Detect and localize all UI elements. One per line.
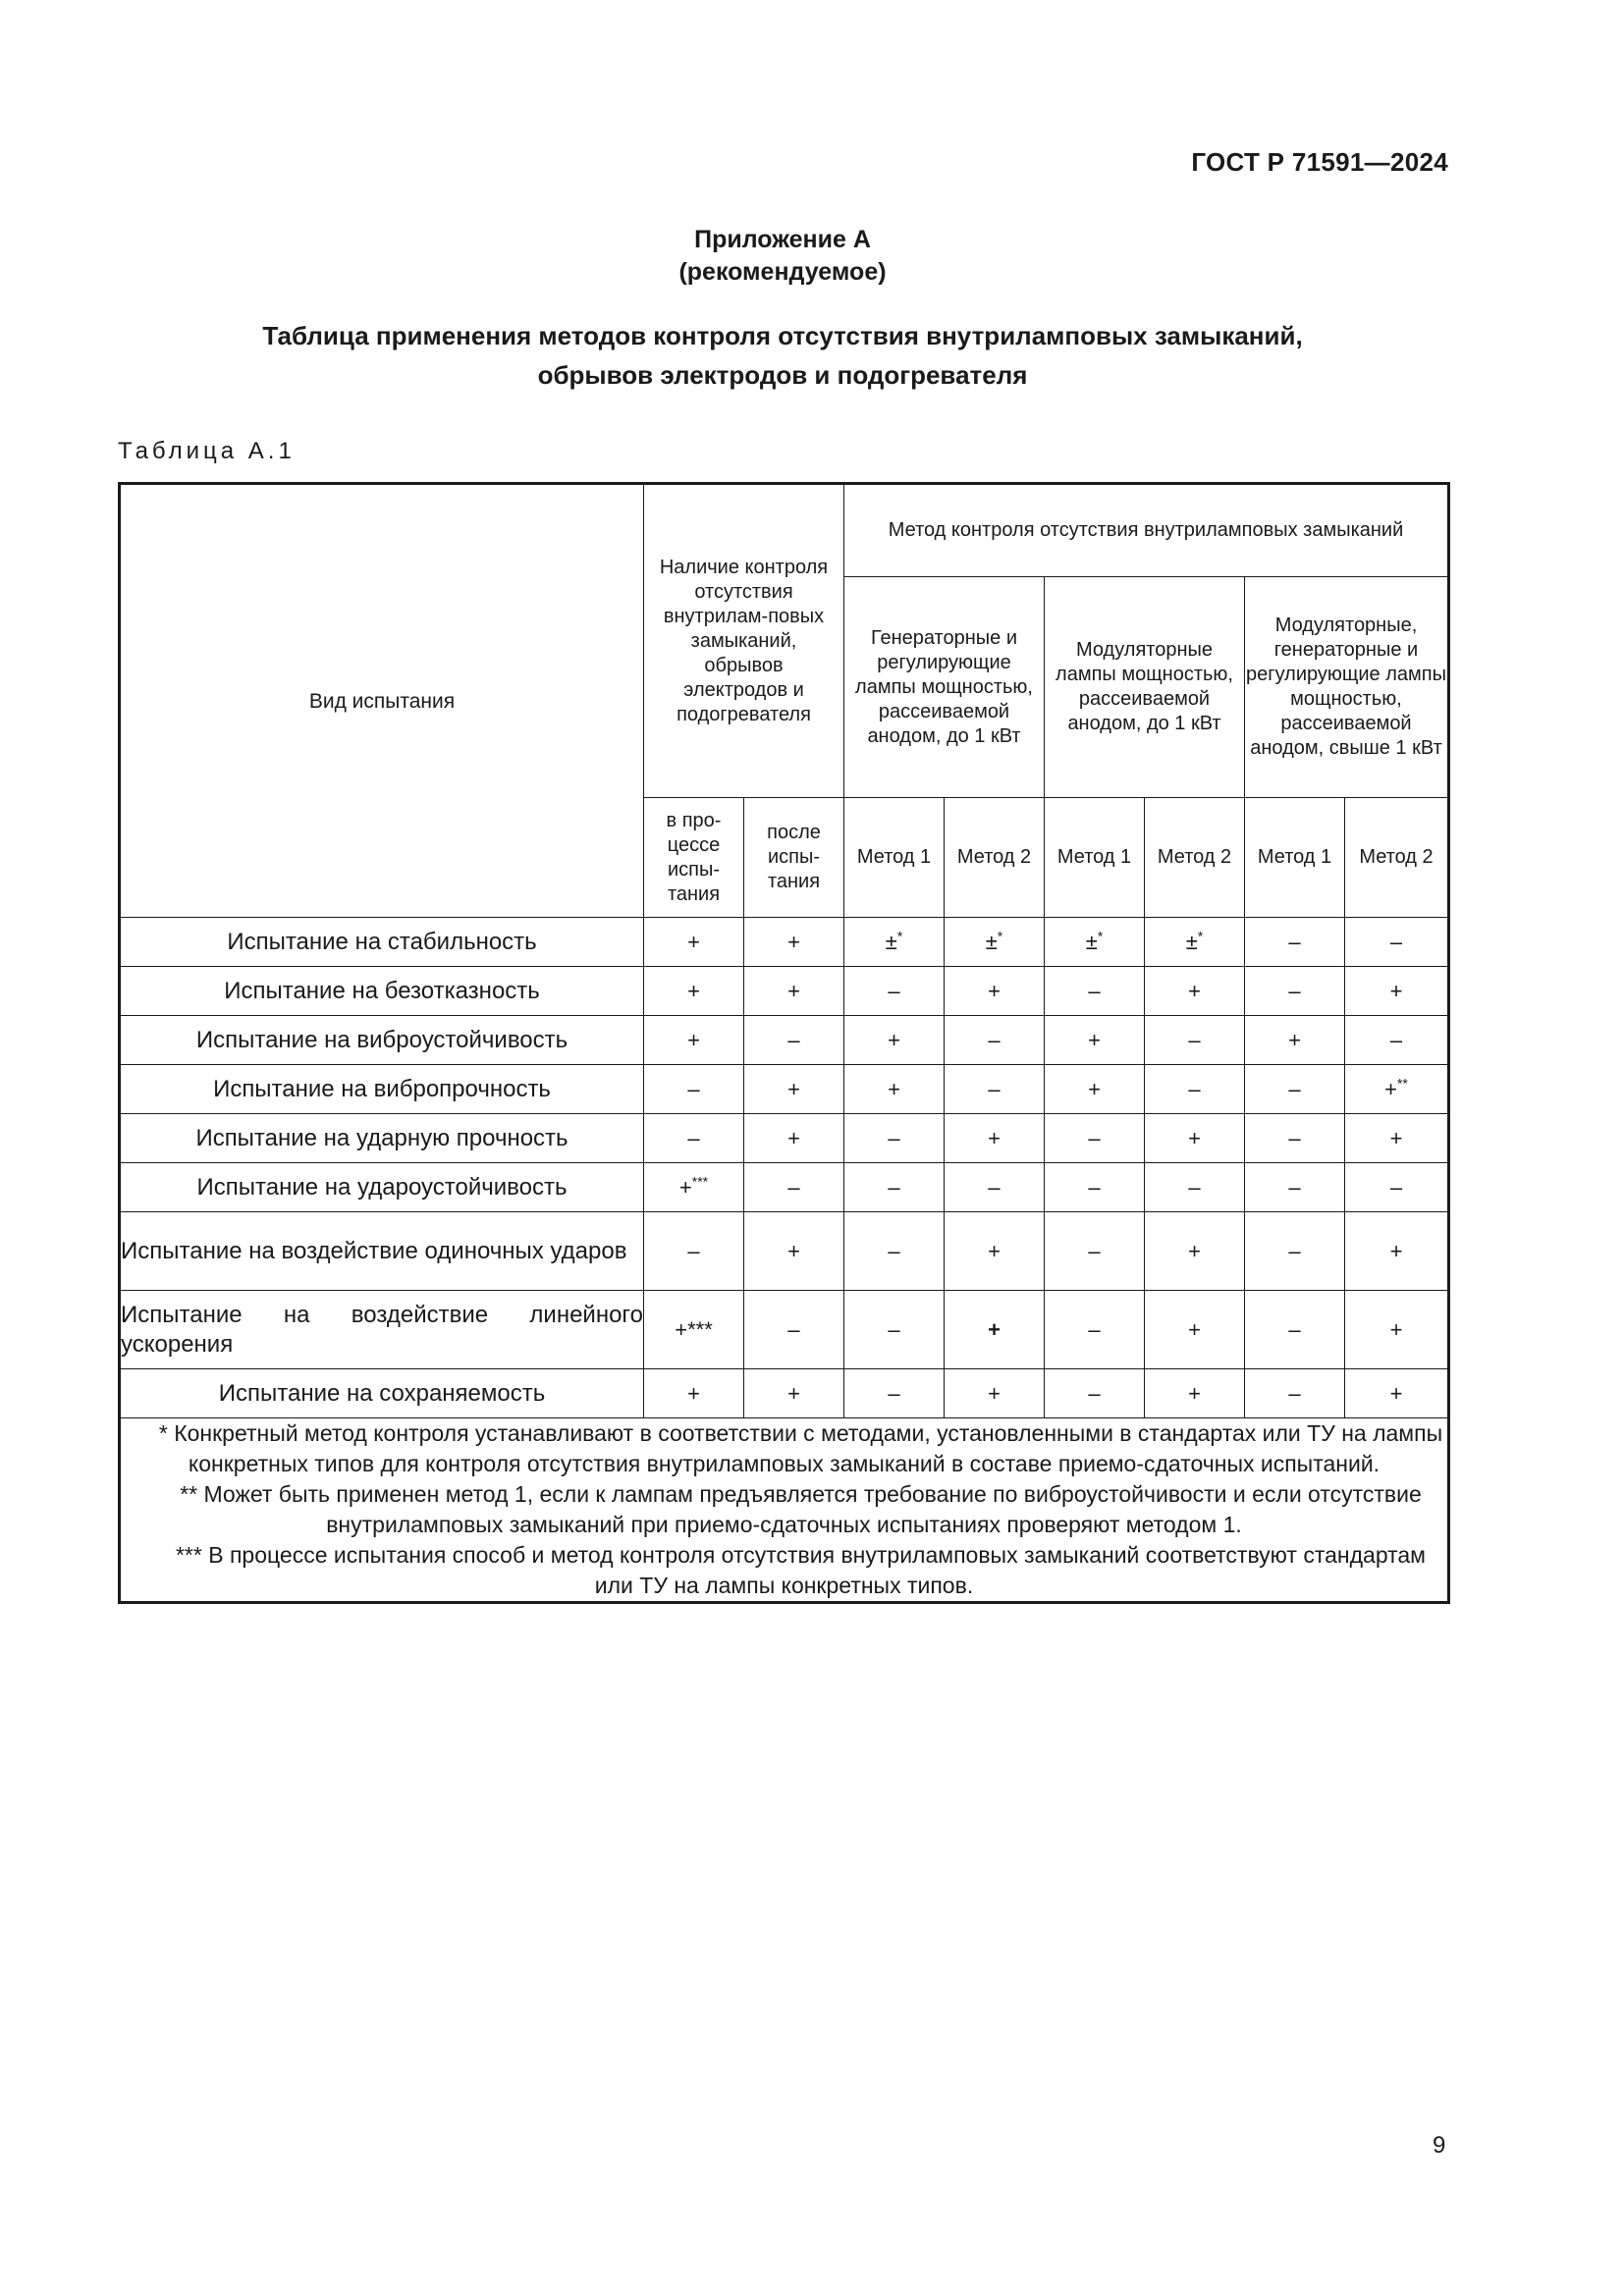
row-test-name: Испытание на безотказность (120, 967, 644, 1016)
row-test-name: Испытание на воздействие линейного ускорения (120, 1291, 644, 1369)
header-method-2: Метод 2 (1145, 798, 1245, 918)
table-row (120, 1163, 1449, 1212)
value-cell: – (1045, 1369, 1145, 1418)
value-cell: ±* (1145, 918, 1245, 967)
value-cell: – (644, 1212, 744, 1291)
value-cell: + (1345, 1212, 1449, 1291)
value-cell: + (1145, 1114, 1245, 1163)
table-row (120, 1065, 1449, 1114)
header-presence-text: Наличие контроля отсутствия внутрилам-повых замыканий, обрывов электродов и подогревателя (659, 556, 829, 725)
value-cell: – (644, 1114, 744, 1163)
value-cell: + (644, 967, 744, 1016)
row-test-name: Испытание на сохраняемость (120, 1369, 644, 1418)
value-cell: – (844, 1114, 945, 1163)
note-2: ** Может быть применен метод 1, если к лампам предъявляется требование по виброустойчивости и если отсутствие внутриламповых замыканий при приемо-сдаточных испытаниях проверяют методом 1. (180, 1481, 1422, 1537)
value-cell: – (1245, 1369, 1345, 1418)
row-test-name: Испытание на воздействие одиночных ударов (120, 1212, 644, 1291)
value-cell: – (644, 1065, 744, 1114)
value-cell: – (844, 1163, 945, 1212)
value-cell: – (1245, 1065, 1345, 1114)
value-cell: + (744, 967, 844, 1016)
annex-heading (0, 224, 1565, 289)
value-cell: – (1345, 918, 1449, 967)
header-group-generator-low: Генераторные и регулирующие лампы мощностью, рассеиваемой анодом, до 1 кВт (844, 577, 1045, 798)
table-title-line-1: Таблица применения методов контроля отсутствия внутриламповых замыканий, (262, 321, 1303, 350)
value-cell: + (844, 1065, 945, 1114)
table-notes (120, 1418, 1449, 1603)
value-cell: + (1145, 1369, 1245, 1418)
table-row (120, 1291, 1449, 1369)
value-cell: – (1245, 1212, 1345, 1291)
header-group-high-power: Модуляторные, генераторные и регулирующие лампы мощностью, рассеиваемой анодом, свыше 1 кВт (1245, 577, 1449, 798)
row-test-name: Испытание на вибропрочность (120, 1065, 644, 1114)
value-cell: – (1145, 1163, 1245, 1212)
value-cell: + (1045, 1065, 1145, 1114)
value-cell: + (1345, 1369, 1449, 1418)
row-test-name: Испытание на ударную прочность (120, 1114, 644, 1163)
value-cell: +*** (644, 1291, 744, 1369)
value-cell: – (744, 1016, 844, 1065)
header-after-test: после испы-тания (744, 798, 844, 918)
methods-table (118, 482, 1450, 1604)
table-row (120, 1369, 1449, 1418)
value-cell: – (844, 1212, 945, 1291)
value-cell: – (945, 1163, 1045, 1212)
value-cell: + (945, 1114, 1045, 1163)
header-group-modulator-low: Модуляторные лампы мощностью, рассеиваемой анодом, до 1 кВт (1045, 577, 1245, 798)
value-cell: – (844, 1369, 945, 1418)
value-cell: + (644, 918, 744, 967)
value-cell: + (1345, 967, 1449, 1016)
header-during-test: в про-цессе испы-тания (644, 798, 744, 918)
value-cell: + (744, 1212, 844, 1291)
value-cell: +*** (644, 1163, 744, 1212)
header-method-group: Метод контроля отсутствия внутриламповых замыканий (844, 484, 1449, 577)
value-cell: – (1045, 1163, 1145, 1212)
value-cell: – (1345, 1016, 1449, 1065)
table-row (120, 967, 1449, 1016)
value-cell: + (1045, 1016, 1145, 1065)
table-row (120, 1114, 1449, 1163)
value-cell: + (945, 967, 1045, 1016)
value-cell: ±* (1045, 918, 1145, 967)
value-cell: ±* (945, 918, 1045, 967)
header-method-2: Метод 2 (1345, 798, 1449, 918)
row-test-name: Испытание на виброустойчивость (120, 1016, 644, 1065)
value-cell: + (744, 1369, 844, 1418)
value-cell: – (1045, 1114, 1145, 1163)
value-cell: + (1345, 1114, 1449, 1163)
value-cell: + (744, 918, 844, 967)
header-method-1: Метод 1 (1045, 798, 1145, 918)
table-row (120, 1016, 1449, 1065)
value-cell: – (1045, 1291, 1145, 1369)
value-cell: – (844, 1291, 945, 1369)
value-cell: ±* (844, 918, 945, 967)
value-cell: – (1145, 1016, 1245, 1065)
table-title-line-2: обрывов электродов и подогревателя (537, 360, 1028, 390)
header-method-1: Метод 1 (1245, 798, 1345, 918)
value-cell: + (844, 1016, 945, 1065)
value-cell: – (744, 1163, 844, 1212)
table-row (120, 1212, 1449, 1291)
table-row (120, 918, 1449, 967)
value-cell: + (945, 1212, 1045, 1291)
value-cell: + (945, 1291, 1045, 1369)
value-cell: + (1245, 1016, 1345, 1065)
value-cell: + (945, 1369, 1045, 1418)
note-3: *** В процессе испытания способ и метод контроля отсутствия внутриламповых замыканий соответствуют стандартам или ТУ на лампы конкретных типов. (175, 1542, 1426, 1598)
header-test-type: Вид испытания (120, 484, 644, 918)
value-cell: – (744, 1291, 844, 1369)
document-code: ГОСТ Р 71591—2024 (1191, 147, 1448, 177)
value-cell: + (744, 1065, 844, 1114)
value-cell: + (644, 1016, 744, 1065)
value-cell: – (1245, 1114, 1345, 1163)
value-cell: – (945, 1016, 1045, 1065)
value-cell: – (1245, 918, 1345, 967)
note-1: * Конкретный метод контроля устанавливают в соответствии с методами, установленными в стандартах или ТУ на лампы конкретных типов для контроля отсутствия внутриламповых замыканий в составе приемо-сдаточных испытаний. (158, 1420, 1443, 1476)
value-cell: + (1145, 1212, 1245, 1291)
value-cell: – (1045, 967, 1145, 1016)
header-method-2: Метод 2 (945, 798, 1045, 918)
value-cell: + (1145, 967, 1245, 1016)
value-cell: – (1245, 1291, 1345, 1369)
table-title (0, 316, 1565, 395)
row-test-name: Испытание на стабильность (120, 918, 644, 967)
value-cell: – (1245, 1163, 1345, 1212)
value-cell: – (1145, 1065, 1245, 1114)
notes-row (120, 1418, 1449, 1603)
annex-subtitle: (рекомендуемое) (678, 258, 887, 286)
header-method-1: Метод 1 (844, 798, 945, 918)
value-cell: – (945, 1065, 1045, 1114)
header-presence (644, 484, 844, 798)
value-cell: + (644, 1369, 744, 1418)
value-cell: – (1345, 1163, 1449, 1212)
page-number: 9 (1433, 2132, 1446, 2159)
value-cell: – (844, 967, 945, 1016)
value-cell: – (1045, 1212, 1145, 1291)
value-cell: +** (1345, 1065, 1449, 1114)
annex-title: Приложение А (694, 226, 871, 253)
row-test-name: Испытание на удароустойчивость (120, 1163, 644, 1212)
value-cell: + (744, 1114, 844, 1163)
value-cell: – (1245, 967, 1345, 1016)
table-caption: Таблица А.1 (118, 438, 296, 464)
value-cell: + (1145, 1291, 1245, 1369)
value-cell: + (1345, 1291, 1449, 1369)
